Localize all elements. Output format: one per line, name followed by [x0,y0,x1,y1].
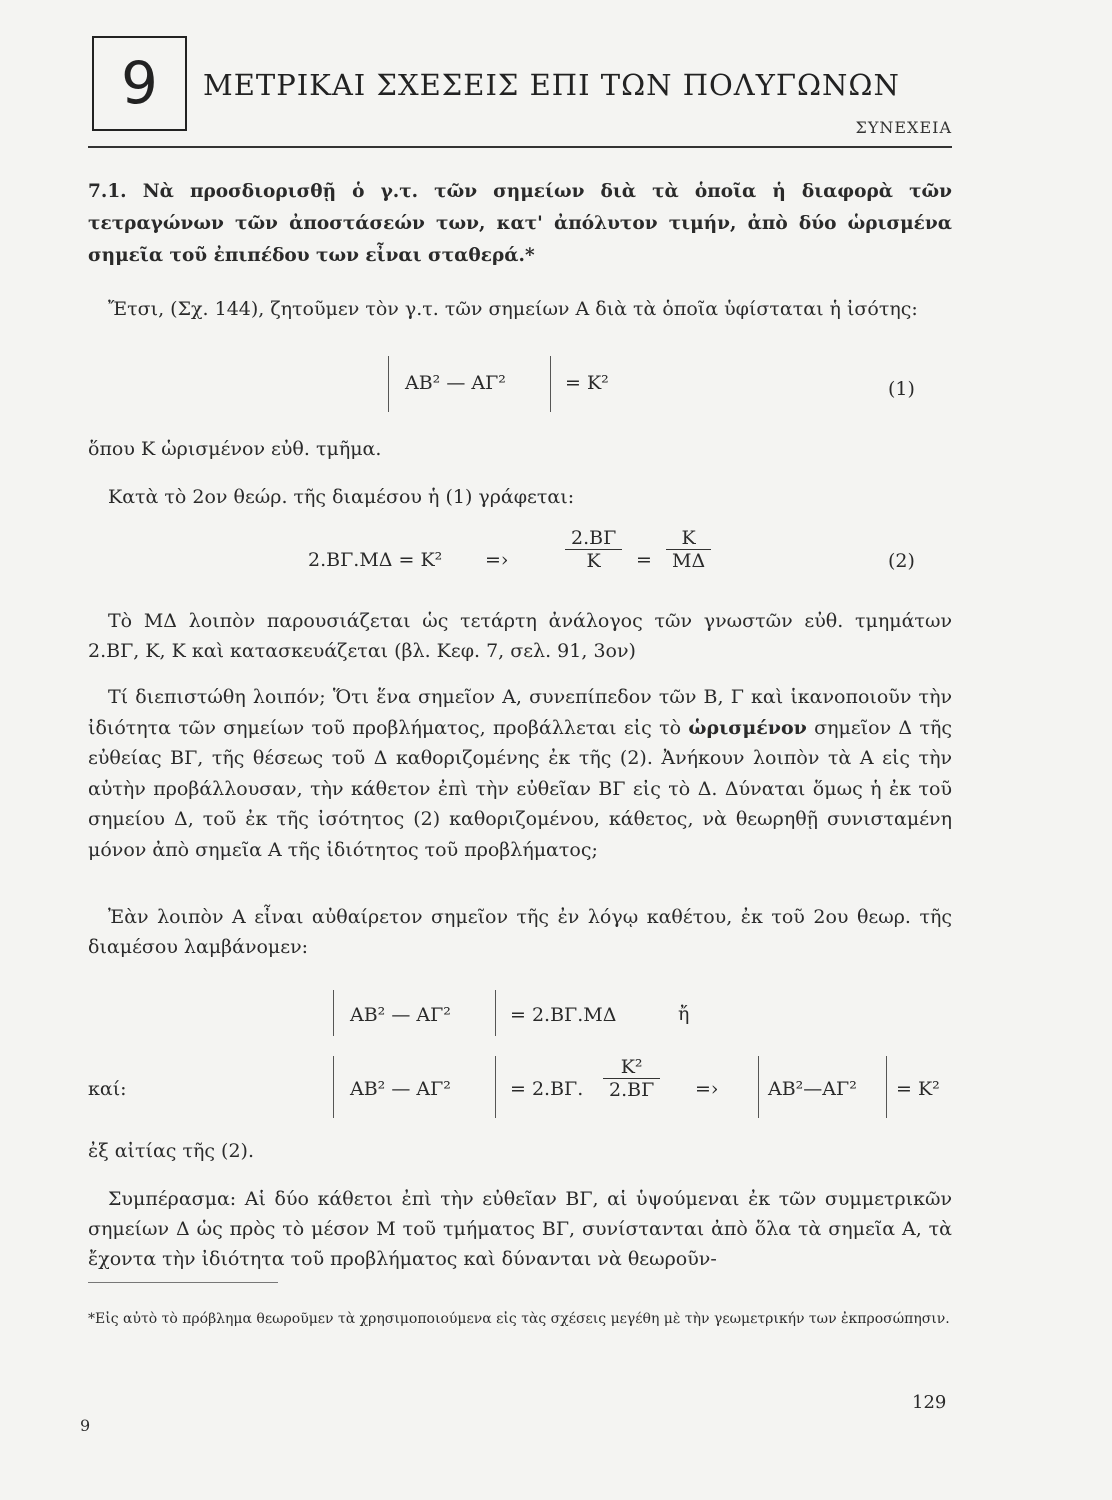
equation-3-rhs: = 2.ΒΓ.ΜΔ [510,1004,617,1026]
header-rule [88,146,952,148]
equation-4-lhs: ΑΒ² — ΑΓ² [350,1078,451,1100]
abs-bar-right-2 [886,1056,887,1118]
fraction-4-denominator: 2.ΒΓ [609,1079,655,1101]
paragraph-where: ὅπου Κ ὡρισμένον εὐθ. τμῆμα. [88,438,382,460]
fraction-2-numerator: Κ [666,527,711,550]
abs-bar-right [550,356,551,412]
signature-mark: 9 [80,1416,91,1435]
equation-4-arrow: =› [695,1078,719,1100]
fraction-1-numerator: 2.ΒΓ [565,527,622,550]
footnote: *Εἰς αὐτὸ τὸ πρόβλημα θεωροῦμεν τὰ χρησιμοποιούμενα εἰς τὰς σχέσεις μεγέθη μὲ τὴν γεωμετρικήν των ἐκπροσώπησιν. [88,1311,950,1327]
paragraph-because: ἐξ αἰτίας τῆς (2). [88,1140,254,1162]
equation-2-label: (2) [888,550,915,572]
equation-4-mid: = 2.ΒΓ. [510,1078,584,1100]
equation-2-equals: = [636,549,652,571]
abs-bar-left-2 [758,1056,759,1118]
paragraph-arbitrary-point: Ἐὰν λοιπὸν Α εἶναι αὐθαίρετον σημεῖον τῆς ἐν λόγῳ καθέτου, ἐκ τοῦ 2ου θεωρ. τῆς διαμέσου λαμβάνομεν: [88,906,952,958]
equation-2-fraction-2 [666,527,711,572]
footnote-rule [88,1282,278,1283]
fraction-4-numerator: Κ² [603,1056,660,1079]
fraction-1-denominator: Κ [586,550,601,572]
equation-4-lhs-2: ΑΒ²—ΑΓ² [768,1078,857,1100]
reasoning-emphasis: ὡρισμένον [688,716,807,739]
problem-text: Νὰ προσδιορισθῇ ὁ γ.τ. τῶν σημείων διὰ τὰ ὁποῖα ἡ διαφορὰ τῶν τετραγώνων τῶν ἀποστάσεών των, κατ' ἀπόλυτον τιμήν, ἀπὸ δύο ὡρισμένα σημεῖα τοῦ ἐπιπέδου των εἶναι σταθερά.* [88,181,952,266]
reasoning-text-b: σημεῖον Δ τῆς εὐθείας ΒΓ, τῆς θέσεως τοῦ Δ καθοριζομένης ἐκ τῆς (2). Ἀνήκουν λοιπὸν τὰ Α εἰς τὴν αὐτὴν προβάλλουσαν, τὴν κάθετον ἐπὶ τὴν εὐθεῖαν ΒΓ εἰς τὸ Δ. Δύναται ὅμως ἡ ἐκ τοῦ σημείου Δ, τοῦ ἐκ τῆς ἰσότητος (2) καθοριζομένου, κάθετος, νὰ θεωρηθῇ συνισταμένη μόνον ἀπὸ σημεῖα Α τῆς ἰδιότητος τοῦ προβλήματος; [88,716,952,861]
paragraph-median-theorem: Κατὰ τὸ 2ον θεώρ. τῆς διαμέσου ἡ (1) γράφεται: [108,486,575,508]
equation-1-label: (1) [888,378,915,400]
equation-2-arrow: =› [485,549,509,571]
abs-bar-left [333,1056,334,1118]
fraction-2-denominator: ΜΔ [672,550,706,572]
problem-number: 7.1. [88,181,127,202]
abs-bar-right [495,990,496,1036]
chapter-subtitle: ΣΥΝΕΧΕΙΑ [855,118,952,137]
reasoning-text-a: Τί διεπιστώθη λοιπόν; Ὅτι ἕνα σημεῖον Α, συνεπίπεδον τῶν Β, Γ καὶ ἱκανοποιοῦν τὴν ἰδιότητα τῶν σημείων τοῦ προβλήματος, προβάλλεται εἰς τὸ [88,686,952,739]
equation-4-prefix: καί: [88,1078,127,1100]
chapter-title: ΜΕΤΡΙΚΑΙ ΣΧΕΣΕΙΣ ΕΠΙ ΤΩΝ ΠΟΛΥΓΩΝΩΝ [203,68,900,102]
paragraph-intro: Ἔτσι, (Σχ. 144), ζητοῦμεν τὸν γ.τ. τῶν σημείων Α διὰ τὰ ὁποῖα ὑφίσταται ἡ ἰσότης: [108,298,918,320]
abs-bar-left [388,356,389,412]
abs-bar-right [495,1056,496,1118]
equation-3-suffix: ἤ [678,1003,690,1025]
paragraph-fourth-proportional: Τὸ ΜΔ λοιπὸν παρουσιάζεται ὡς τετάρτη ἀνάλογος τῶν γνωστῶν εὐθ. τμημάτων 2.ΒΓ, Κ, Κ καὶ κατασκευάζεται (βλ. Κεφ. 7, σελ. 91, 3ον) [88,610,952,662]
equation-1-lhs: ΑΒ² — ΑΓ² [405,372,506,394]
equation-4-rhs-2: = Κ² [896,1078,940,1100]
equation-1-rhs: = Κ² [565,372,609,394]
paragraph-conclusion: Συμπέρασμα: Αἱ δύο κάθετοι ἐπὶ τὴν εὐθεῖαν ΒΓ, αἱ ὑψούμεναι ἐκ τῶν συμμετρικῶν σημείων Δ ὡς πρὸς τὸ μέσον Μ τοῦ τμήματος ΒΓ, συνίστανται ἀπὸ ὅλα τὰ σημεῖα Α, τὰ ἔχοντα τὴν ἰδιότητα τοῦ προβλήματος καὶ δύνανται νὰ θεωροῦν- [88,1188,952,1270]
page-number: 129 [912,1392,947,1413]
paragraph-reasoning [88,682,952,865]
equation-2-left: 2.ΒΓ.ΜΔ = Κ² [308,549,443,571]
problem-statement [88,176,952,272]
equation-4-fraction [603,1056,660,1101]
equation-2-fraction-1 [565,527,622,572]
abs-bar-left [333,990,334,1036]
chapter-number-box: 9 [92,36,187,131]
equation-3-lhs: ΑΒ² — ΑΓ² [350,1004,451,1026]
